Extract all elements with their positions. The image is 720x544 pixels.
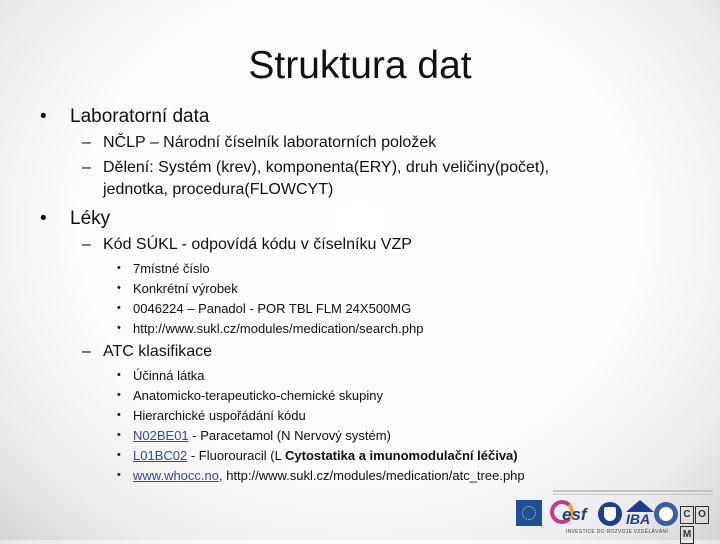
item-l01bc02-bold: Cytostatika a imunomodulační léčiva)	[285, 448, 518, 463]
iba-logo: IBA	[626, 500, 654, 528]
item-whocc	[133, 468, 525, 483]
item-7mistne-cislo: 7místné číslo	[133, 261, 210, 276]
esf-logo: esf	[548, 500, 594, 528]
slide-title: Struktura dat	[248, 44, 472, 87]
bullet-leky: Léky	[70, 208, 111, 229]
item-sukl-search-url: http://www.sukl.cz/modules/medication/search.php	[133, 321, 424, 336]
link-n02be01[interactable]: N02BE01	[133, 428, 189, 443]
invest-text: INVESTICE DO ROZVOJE VZDĚLÁVÁNÍ	[565, 529, 669, 535]
item-marker: •	[117, 409, 121, 421]
dash-marker: –	[82, 343, 91, 360]
item-marker: •	[117, 369, 121, 381]
item-l01bc02	[133, 448, 518, 463]
bullet-marker: •	[40, 208, 47, 229]
sub-bullet-atc: ATC klasifikace	[103, 343, 213, 360]
dash-marker: –	[82, 134, 91, 151]
eu-flag-icon	[516, 500, 542, 526]
item-marker: •	[117, 449, 121, 461]
dash-marker: –	[82, 159, 91, 176]
sub-bullet-nclp: NČLP – Národní číselník laboratorních položek	[103, 134, 437, 151]
mu-logo-icon	[654, 502, 678, 526]
link-whocc[interactable]: www.whocc.no	[133, 468, 219, 483]
bullet-marker: •	[40, 106, 47, 127]
item-whocc-desc: , http://www.sukl.cz/modules/medication/atc_tree.php	[218, 468, 525, 483]
item-ucinna-latka: Účinná látka	[133, 368, 205, 383]
bullet-laboratorni-data: Laboratorní data	[70, 106, 210, 127]
ccom-logo: C OM	[680, 504, 720, 524]
item-konkretni-vyrobek: Konkrétní výrobek	[133, 281, 238, 296]
msmt-logo-icon	[598, 502, 622, 526]
item-marker: •	[117, 302, 121, 314]
link-l01bc02[interactable]: L01BC02	[133, 448, 188, 463]
item-n02be01	[133, 428, 391, 443]
item-marker: •	[117, 389, 121, 401]
item-n02be01-desc: - Paracetamol (N Nervový systém)	[188, 428, 391, 443]
footer-fineprint	[553, 490, 713, 498]
item-l01bc02-desc: - Fluorouracil (L	[187, 448, 285, 463]
sub-bullet-deleni-line1: Dělení: Systém (krev), komponenta(ERY), druh veličiny(počet),	[103, 159, 550, 176]
item-hierarchicke: Hierarchické uspořádání kódu	[133, 408, 306, 423]
item-atc-skupiny: Anatomicko-terapeuticko-chemické skupiny	[133, 388, 383, 403]
item-marker: •	[117, 429, 121, 441]
item-marker: •	[117, 282, 121, 294]
item-panadol: 0046224 – Panadol - POR TBL FLM 24X500MG	[133, 301, 412, 316]
sub-bullet-kod-sukl: Kód SÚKL - odpovídá kódu v číselníku VZP	[103, 236, 412, 253]
item-marker: •	[117, 262, 121, 274]
item-marker: •	[117, 322, 121, 334]
sub-bullet-deleni-line2: jednotka, procedura(FLOWCYT)	[103, 181, 334, 198]
item-marker: •	[117, 469, 121, 481]
dash-marker: –	[82, 236, 91, 253]
